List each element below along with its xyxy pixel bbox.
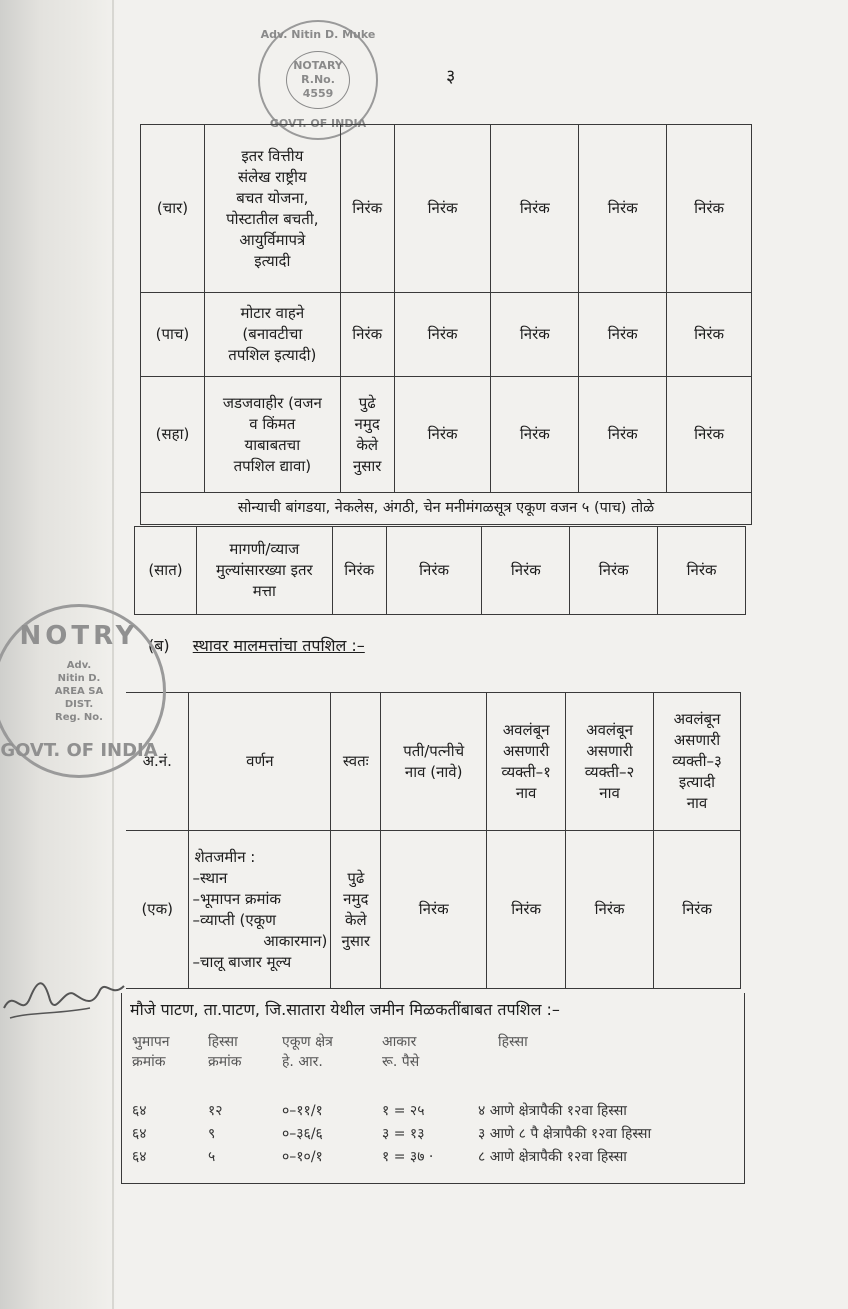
value-line: नमुद xyxy=(354,414,380,433)
header-line: असणारी xyxy=(673,731,721,749)
desc-line: जडजवाहीर (वजन xyxy=(222,393,322,412)
desc-line: आकारमान) xyxy=(263,931,328,950)
seal-line: 4559 xyxy=(302,87,334,100)
value-cell: निरंक xyxy=(570,527,658,615)
desc-line: याबाबतचा xyxy=(244,435,301,454)
table-header-row xyxy=(126,693,741,831)
desc-line: इतर वित्तीय xyxy=(241,146,304,165)
table-row xyxy=(141,125,752,293)
seal-ring-text-bottom: GOVT. OF INDIA xyxy=(269,117,367,130)
value-cell: निरंक xyxy=(340,125,394,293)
seal-line: AREA SA xyxy=(54,685,104,697)
value-cell: निरंक xyxy=(667,377,752,493)
movable-assets-table xyxy=(140,124,752,525)
value-cell: निरंक xyxy=(579,125,667,293)
table-row xyxy=(126,831,741,989)
other-assets-table xyxy=(134,526,746,615)
row-number: (एक) xyxy=(126,831,189,989)
header-assessment xyxy=(378,1032,474,1098)
share: ४ आणे क्षेत्रापैकी १२वा हिस्सा xyxy=(478,1103,627,1119)
value-cell: निरंक xyxy=(381,831,487,989)
header-line: पती/पत्नीचे xyxy=(403,741,465,760)
row-description xyxy=(196,527,332,615)
jewellery-note: सोन्याची बांगडया, नेकलेस, अंगठी, चेन मनीमंगळसूत्र एकूण वजन ५ (पाच) तोळे xyxy=(141,493,752,525)
header-share-no xyxy=(204,1032,278,1098)
value-cell: निरंक xyxy=(340,293,394,377)
desc-line: मोटार वाहने xyxy=(240,304,305,322)
header-line: नाव xyxy=(686,794,708,812)
row-description xyxy=(204,125,340,293)
seal-ring-text: Adv. Nitin D. Muke xyxy=(260,28,376,41)
share: ८ आणे क्षेत्रापैकी १२वा हिस्सा xyxy=(478,1149,627,1165)
header-spouse xyxy=(381,693,487,831)
header-survey-no xyxy=(128,1032,204,1098)
header-line: क्रमांक xyxy=(208,1054,242,1070)
row-number: (पाच) xyxy=(141,293,205,377)
value-line: केले xyxy=(344,910,367,929)
value-cell: निरंक xyxy=(487,831,566,989)
header-line: नाव xyxy=(515,783,537,802)
share-no: ९ xyxy=(208,1126,216,1142)
header-line: अवलंबून xyxy=(502,720,550,739)
value-line: केले xyxy=(356,435,379,454)
land-details-title: मौजे पाटण, ता.पाटण, जि.सातारा येथील जमीन मिळकतींबाबत तपशिल :– xyxy=(130,1000,560,1019)
desc-line: –व्याप्ती (एकूण xyxy=(192,910,277,929)
value-cell: निरंक xyxy=(482,527,570,615)
section-heading xyxy=(148,634,365,656)
value-cell: निरंक xyxy=(491,125,579,293)
value-cell: निरंक xyxy=(667,125,752,293)
desc-line: पोस्टातील बचती, xyxy=(226,209,319,228)
immovable-property-table xyxy=(126,692,741,989)
header-line: अवलंबून xyxy=(673,710,721,728)
desc-line: तपशिल द्यावा) xyxy=(233,456,312,475)
value-cell: निरंक xyxy=(386,527,482,615)
header-line: हे. आर. xyxy=(282,1054,323,1070)
header-line: नाव (नावे) xyxy=(404,762,463,781)
header-line: भुमापन xyxy=(132,1034,170,1050)
value-cell: निरंक xyxy=(394,125,491,293)
row-description xyxy=(204,377,340,493)
desc-line: –स्थान xyxy=(192,868,228,887)
desc-line: व किंमत xyxy=(249,414,296,433)
value-cell: निरंक xyxy=(579,377,667,493)
total-area: ०–१०/१ xyxy=(282,1149,323,1165)
value-cell: निरंक xyxy=(332,527,386,615)
table-row xyxy=(135,527,746,615)
land-row xyxy=(128,1144,738,1167)
desc-line: मागणी/व्याज xyxy=(229,540,300,558)
assessment: १ = २५ xyxy=(382,1103,425,1119)
header-line: व्यक्ती–२ xyxy=(584,762,635,781)
share-no: ५ xyxy=(208,1149,216,1165)
land-details-table xyxy=(128,1032,738,1167)
value-cell-see-below xyxy=(331,831,381,989)
value-cell: निरंक xyxy=(394,293,491,377)
value-line: नुसार xyxy=(352,456,382,475)
value-cell: निरंक xyxy=(579,293,667,377)
notary-seal-top xyxy=(258,20,378,140)
value-cell: निरंक xyxy=(491,293,579,377)
signature-scribble xyxy=(0,968,140,1028)
value-line: पुढे xyxy=(347,868,365,887)
desc-line: तपशिल इत्यादी) xyxy=(228,346,317,364)
header-line: हिस्सा xyxy=(208,1034,238,1050)
desc-line: (बनावटीचा xyxy=(242,325,303,343)
section-title: स्थावर मालमत्तांचा तपशिल :– xyxy=(192,636,365,655)
page-number: ३ xyxy=(446,66,456,87)
desc-line: मत्ता xyxy=(252,582,276,600)
row-description xyxy=(189,831,331,989)
survey-no: ६४ xyxy=(132,1126,147,1142)
desc-line: –भूमापन क्रमांक xyxy=(192,889,281,908)
value-cell-see-below xyxy=(340,377,394,493)
header-self: स्वतः xyxy=(331,693,381,831)
row-description xyxy=(204,293,340,377)
desc-line: आयुर्विमापत्रे xyxy=(239,230,306,249)
seal-line: Adv. xyxy=(66,659,92,671)
seal-ring-text-bottom: GOVT. OF INDIA xyxy=(0,740,158,761)
seal-line: DIST. xyxy=(64,698,94,710)
header-dependent-2 xyxy=(566,693,654,831)
header-line: असणारी xyxy=(586,741,633,760)
header-dependent-3 xyxy=(654,693,741,831)
desc-line: इत्यादी xyxy=(254,251,291,270)
share: ३ आणे ८ पै क्षेत्रापैकी १२वा हिस्सा xyxy=(478,1126,652,1142)
value-cell: निरंक xyxy=(667,293,752,377)
desc-line: मुल्यांसारख्या इतर xyxy=(215,561,313,579)
seal-center xyxy=(55,659,103,724)
seal-line: R.No. xyxy=(301,73,335,86)
desc-line: शेतजमीन : xyxy=(194,847,256,866)
desc-line: संलेख राष्ट्रीय xyxy=(237,167,307,186)
header-line: अवलंबून xyxy=(586,720,633,739)
header-description: वर्णन xyxy=(189,693,331,831)
assessment: ३ = १३ xyxy=(382,1126,425,1142)
header-line: व्यक्ती–३ xyxy=(672,752,722,770)
seal-line: Reg. No. xyxy=(55,711,103,723)
header-line: असणारी xyxy=(502,741,550,760)
seal-center xyxy=(286,51,350,109)
seal-line: Nitin D. xyxy=(57,672,101,684)
table-row xyxy=(141,293,752,377)
header-line: एकूण क्षेत्र xyxy=(282,1034,333,1050)
table-row xyxy=(141,377,752,493)
header-line: नाव xyxy=(599,783,620,802)
total-area: ०–११/१ xyxy=(282,1103,323,1119)
header-line: आकार xyxy=(382,1034,417,1050)
header-line: रू. पैसे xyxy=(382,1054,420,1070)
header-line: हिस्सा xyxy=(498,1034,528,1050)
header-line: इत्यादी xyxy=(678,773,716,791)
value-cell: निरंक xyxy=(658,527,746,615)
land-row xyxy=(128,1098,738,1121)
header-dependent-1 xyxy=(487,693,566,831)
header-sr: अ.नं. xyxy=(126,693,189,831)
value-cell: निरंक xyxy=(394,377,491,493)
desc-line: –चालू बाजार मूल्य xyxy=(192,952,292,971)
total-area: ०–३६/६ xyxy=(282,1126,323,1142)
value-cell: निरंक xyxy=(654,831,741,989)
survey-no: ६४ xyxy=(132,1103,147,1119)
header-line: क्रमांक xyxy=(132,1054,166,1070)
desc-line: बचत योजना, xyxy=(236,188,309,207)
value-cell: निरंक xyxy=(566,831,654,989)
section-label: (ब) xyxy=(148,636,170,655)
notary-seal-left xyxy=(0,604,166,778)
row-number: (चार) xyxy=(141,125,205,293)
survey-no: ६४ xyxy=(132,1149,147,1165)
table-row-note xyxy=(141,493,752,525)
header-line: व्यक्ती–१ xyxy=(501,762,551,781)
header-total-area xyxy=(278,1032,378,1098)
value-line: पुढे xyxy=(358,393,376,412)
seal-ring-text: NOTRY xyxy=(19,621,139,651)
value-line: नुसार xyxy=(341,931,371,950)
seal-line: NOTARY xyxy=(293,59,343,72)
land-row xyxy=(128,1121,738,1144)
row-number: (सात) xyxy=(135,527,197,615)
land-header-row xyxy=(128,1032,738,1098)
assessment: १ = ३७ · xyxy=(382,1149,434,1165)
header-share xyxy=(474,1032,738,1098)
value-cell: निरंक xyxy=(491,377,579,493)
row-number: (सहा) xyxy=(141,377,205,493)
value-line: नमुद xyxy=(343,889,369,908)
share-no: १२ xyxy=(208,1103,223,1119)
